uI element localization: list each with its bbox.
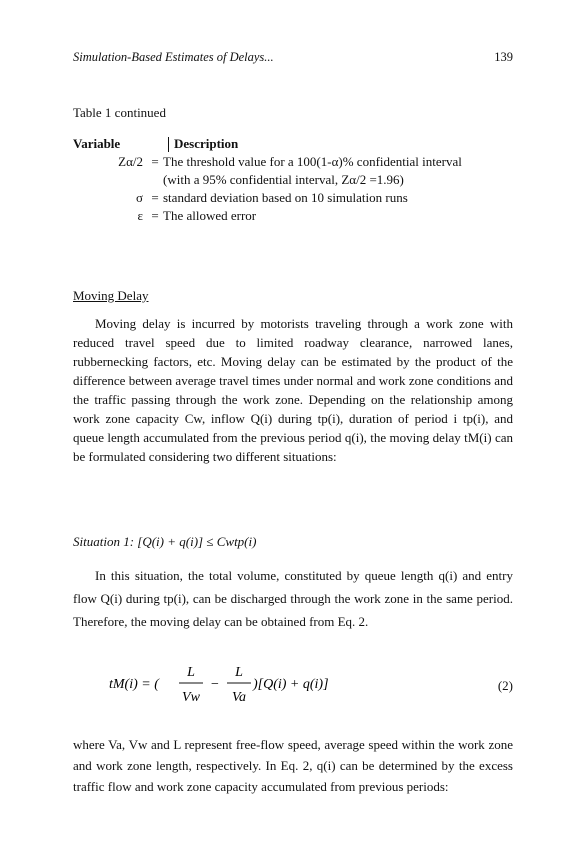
variable-symbol: Zα/2: [118, 154, 143, 169]
paragraph-situation-1: [73, 564, 513, 633]
paragraph-text: In this situation, the total volume, constituted by queue length q(i) and entry flow Q(i) during tp(i), can be discharged through the work zone in the same period. Therefore, the moving delay can be obtained from Eq. 2.: [73, 568, 513, 629]
running-title: Simulation-Based Estimates of Delays...: [73, 50, 274, 64]
paragraph-text: Moving delay is incurred by motorists traveling through a work zone with reduced travel speed due to limited roadway clearance, narrowed lanes, rubbernecking factors, etc. Moving delay can be estimated by the product of the difference between average travel times under normal and work zone conditions and the traffic passing through the work zone. Depending on the relationship among work zone capacity Cw, inflow Q(i) during tp(i), duration of period i tp(i), and queue length accumulated from the previous period q(i), the moving delay tM(i) can be formulated considering two different situations:: [73, 316, 513, 464]
table-row: [73, 207, 513, 225]
variable-description: standard deviation based on 10 simulation runs: [163, 190, 408, 205]
equation-lhs: tM(i) = (: [109, 677, 159, 692]
variable-column-header: Variable: [73, 136, 121, 151]
equation-rhs: )[Q(i) + q(i)]: [253, 677, 329, 692]
table-header-row: [73, 135, 513, 153]
equation-number: (2): [497, 678, 513, 693]
variable-description: (with a 95% confidential interval, Zα/2 =1.96): [163, 172, 404, 187]
page-number: 139: [494, 50, 513, 64]
variable-symbol: ε: [137, 208, 143, 223]
equation-formula: [73, 654, 433, 714]
fraction-1-denominator: Vw: [182, 690, 200, 705]
table-caption: Table 1 continued: [73, 105, 166, 120]
section-heading: Moving Delay: [73, 288, 149, 303]
fraction-1-numerator: L: [187, 665, 195, 680]
paragraph-moving-delay: [73, 314, 513, 466]
fraction-2-numerator: L: [235, 665, 243, 680]
variable-table: [73, 135, 513, 225]
table-row: [73, 171, 513, 189]
description-column-header: Description: [174, 136, 239, 151]
equals-sign: =: [151, 208, 159, 223]
equation-2: [73, 654, 513, 714]
equals-sign: =: [151, 190, 159, 205]
running-header: [73, 48, 513, 68]
table-row: [73, 153, 513, 171]
table-row: [73, 189, 513, 207]
paragraph-text: where Va, Vw and L represent free-flow speed, average speed within the work zone and work zone length, respectively. In Eq. 2, q(i) can be determined by the excess traffic flow and work zone capacity accumulated from previous periods:: [73, 737, 513, 794]
situation-heading: Situation 1: [Q(i) + q(i)] ≤ Cwtp(i): [73, 534, 257, 549]
variable-description: The threshold value for a 100(1-α)% confidential interval: [163, 154, 462, 169]
column-separator: [168, 137, 169, 152]
fraction-2-denominator: Va: [232, 690, 246, 705]
variable-description: The allowed error: [163, 208, 257, 223]
equals-sign: =: [151, 154, 159, 169]
variable-symbol: σ: [135, 190, 143, 205]
minus-sign: −: [211, 677, 219, 692]
paragraph-variable-definitions: [73, 734, 513, 797]
